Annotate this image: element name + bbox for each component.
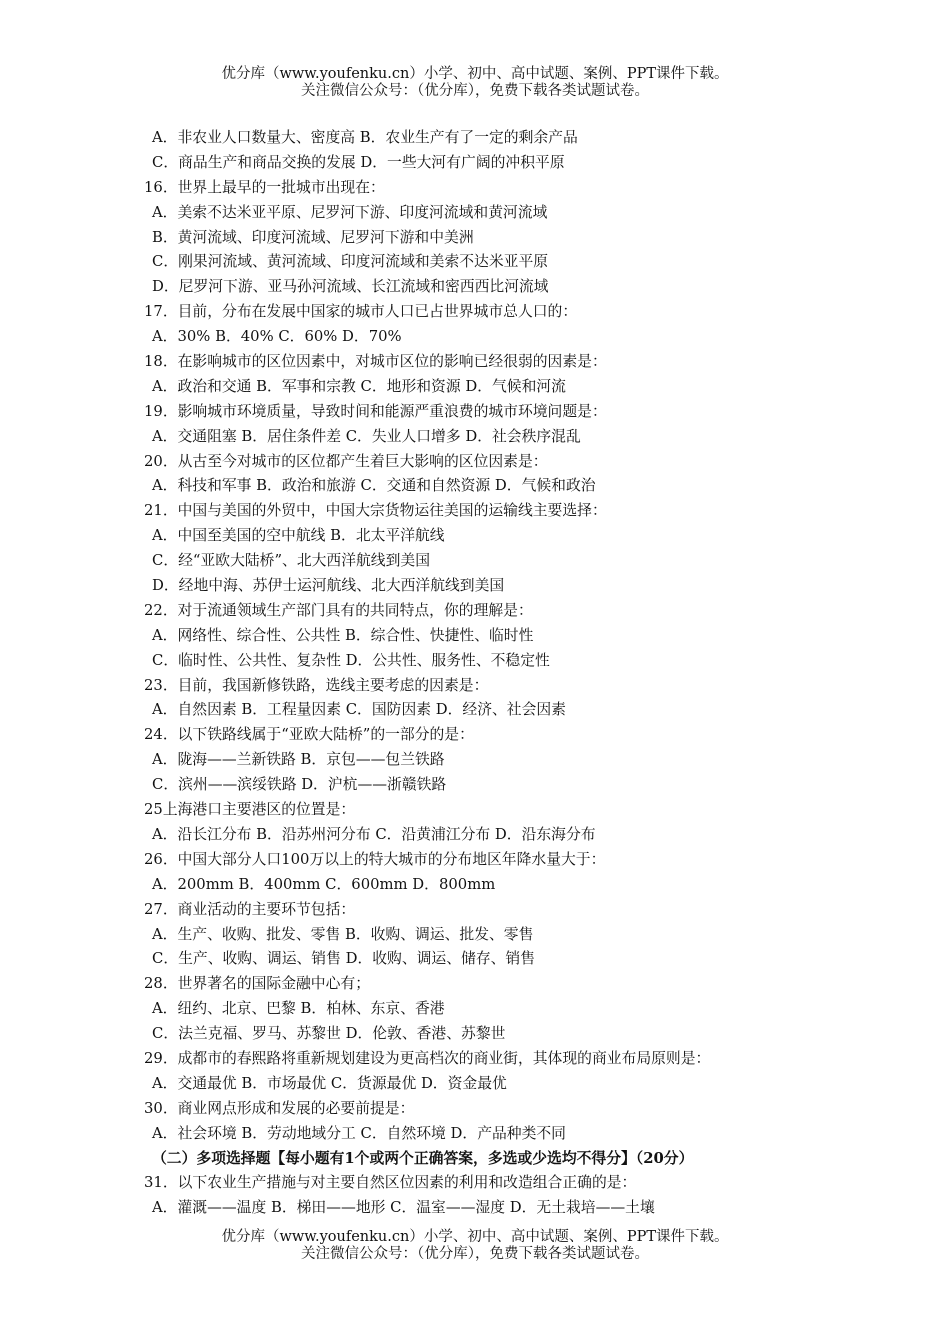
option-line: A．灌溉——温度 B．梯田——地形 C．温室——湿度 D．无土栽培——土壤 — [152, 1199, 655, 1217]
option-line: A．非农业人口数量大、密度高 B．农业生产有了一定的剩余产品 — [152, 129, 578, 146]
question-20: 20．从古至今对城市的区位都产生着巨大影响的区位因素是： — [144, 452, 548, 470]
option-line: A．30% B．40% C．60% D．70% — [152, 328, 402, 346]
footer-line-1: 优分库（www.youfenku.cn）小学、初中、高中试题、案例、PPT课件下载。 — [221, 1229, 729, 1245]
question-23: 23．目前，我国新修铁路，选线主要考虑的因素是： — [144, 676, 489, 694]
option-line: A．中国至美国的空中航线 B．北太平洋航线 — [152, 527, 445, 545]
option-line: A．社会环境 B．劳动地域分工 C．自然环境 D．产品种类不同 — [152, 1124, 566, 1142]
question-29: 29．成都市的春熙路将重新规划建设为更高档次的商业街，其体现的商业布局原则是： — [144, 1049, 711, 1067]
option-line: C．滨州——滨绥铁路 D．沪杭——浙赣铁路 — [152, 776, 447, 794]
question-25: 25上海港口主要港区的位置是： — [144, 801, 356, 819]
question-31: 31．以下农业生产措施与对主要自然区位因素的利用和改造组合正确的是： — [144, 1174, 637, 1192]
option-line: C．商品生产和商品交换的发展 D．一些大河有广阔的冲积平原 — [152, 153, 565, 171]
question-list — [144, 126, 934, 1221]
header-line-1: 优分库（www.youfenku.cn）小学、初中、高中试题、案例、PPT课件下载。 — [221, 66, 729, 82]
option-line: C．生产、收购、调运、销售 D．收购、调运、储存、销售 — [152, 950, 536, 968]
option-line: A．政治和交通 B．军事和宗教 C．地形和资源 D．气候和河流 — [152, 377, 566, 395]
question-28: 28．世界著名的国际金融中心有； — [144, 975, 370, 993]
question-30: 30．商业网点形成和发展的必要前提是： — [144, 1099, 415, 1117]
question-21: 21．中国与美国的外贸中，中国大宗货物运往美国的运输线主要选择： — [144, 502, 607, 520]
question-17: 17．目前，分布在发展中国家的城市人口已占世界城市总人口的： — [144, 303, 578, 321]
footer-line-2: 关注微信公众号：（优分库），免费下载各类试题试卷。 — [301, 1246, 649, 1262]
option-line: A．纽约、北京、巴黎 B．柏林、东京、香港 — [152, 1000, 445, 1018]
option-line: A．生产、收购、批发、零售 B．收购、调运、批发、零售 — [152, 925, 534, 943]
option-line: A．沿长江分布 B．沿苏州河分布 C．沿黄浦江分布 D．沿东海分布 — [152, 825, 596, 843]
question-16: 16．世界上最早的一批城市出现在： — [144, 178, 385, 196]
option-line: A．交通最优 B．市场最优 C．货源最优 D．资金最优 — [152, 1074, 507, 1092]
question-27: 27．商业活动的主要环节包括： — [144, 900, 356, 918]
option-line: A．网络性、综合性、公共性 B．综合性、快捷性、临时性 — [152, 626, 534, 644]
question-26: 26．中国大部分人口100万以上的特大城市的分布地区年降水量大于： — [144, 850, 606, 868]
section-heading: （二）多项选择题【每小题有1个或两个正确答案，多选或少选均不得分】（20分） — [152, 1149, 694, 1167]
option-line: A．200mm B．400mm C．600mm D．800mm — [152, 875, 496, 893]
option-line: A．陇海——兰新铁路 B．京包——包兰铁路 — [152, 751, 445, 769]
option-line: C．临时性、公共性、复杂性 D．公共性、服务性、不稳定性 — [152, 651, 550, 669]
option-line: A．美索不达米亚平原、尼罗河下游、印度河流域和黄河流域 — [152, 203, 548, 221]
option-line: D．尼罗河下游、亚马孙河流域、长江流域和密西西比河流域 — [152, 278, 549, 296]
header-line-2: 关注微信公众号：（优分库），免费下载各类试题试卷。 — [301, 83, 649, 99]
question-18: 18．在影响城市的区位因素中，对城市区位的影响已经很弱的因素是： — [144, 353, 607, 371]
option-line: D．经地中海、苏伊士运河航线、北大西洋航线到美国 — [152, 577, 505, 595]
question-22: 22．对于流通领域生产部门具有的共同特点，你的理解是： — [144, 601, 533, 619]
option-line: A．交通阻塞 B．居住条件差 C．失业人口增多 D．社会秩序混乱 — [152, 427, 581, 445]
option-line: C．法兰克福、罗马、苏黎世 D．伦敦、香港、苏黎世 — [152, 1025, 506, 1043]
option-line: B．黄河流域、印度河流域、尼罗河下游和中美洲 — [152, 228, 474, 246]
option-line: C．经“亚欧大陆桥”、北大西洋航线到美国 — [152, 552, 430, 570]
question-19: 19．影响城市环境质量，导致时间和能源严重浪费的城市环境问题是： — [144, 402, 607, 420]
option-line: A．科技和军事 B．政治和旅游 C．交通和自然资源 D．气候和政治 — [152, 477, 596, 495]
page-footer — [0, 1229, 950, 1263]
option-line: A．自然因素 B．工程量因素 C．国防因素 D．经济、社会因素 — [152, 701, 566, 719]
option-line: C．刚果河流域、黄河流域、印度河流域和美索不达米亚平原 — [152, 253, 549, 271]
page-header — [0, 66, 950, 100]
question-24: 24．以下铁路线属于“亚欧大陆桥”的一部分的是： — [144, 726, 474, 744]
